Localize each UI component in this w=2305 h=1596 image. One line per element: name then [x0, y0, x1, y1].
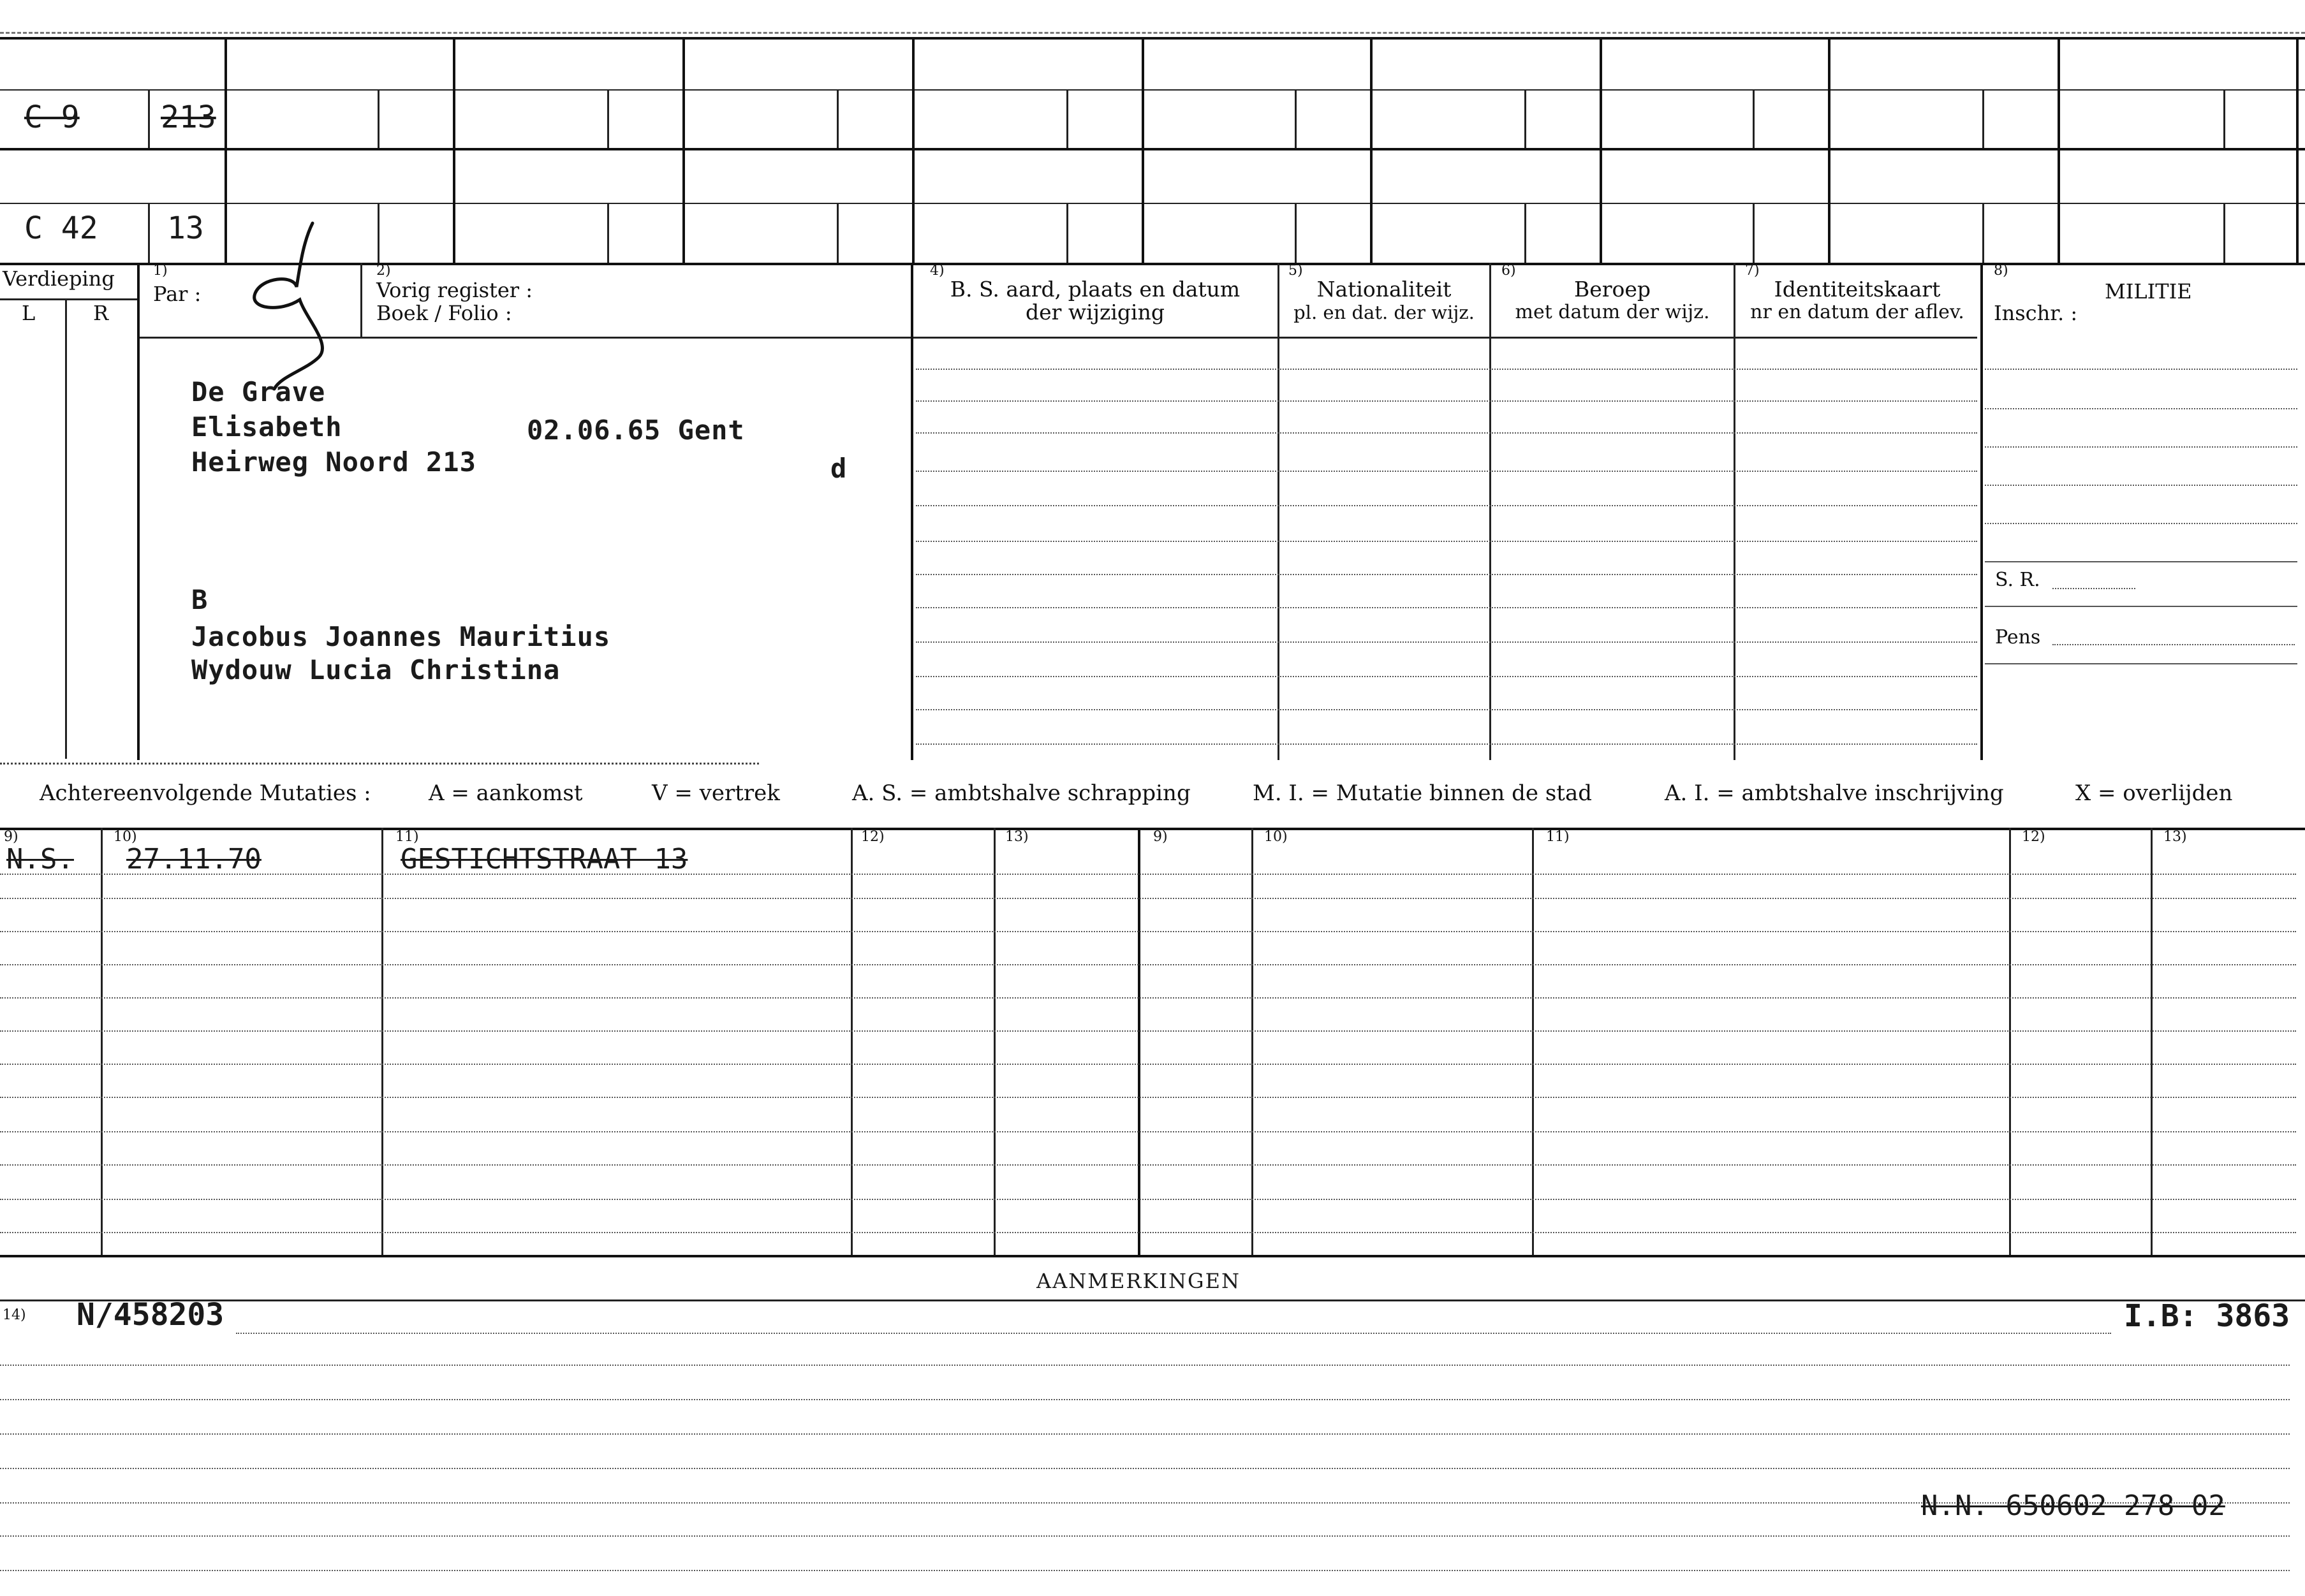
civil-status-header-line2: der wijziging — [1026, 300, 1165, 325]
book-folio-label: Boek / Folio : — [376, 301, 512, 325]
military-enrolment-label: Inschr. : — [1994, 301, 2078, 325]
legend-departure: V = vertrek — [652, 780, 780, 806]
ib-number: I.B: 3863 — [2124, 1298, 2290, 1334]
col8-number: 8) — [1994, 263, 2008, 279]
mut-col12-right: 12) — [2022, 829, 2045, 845]
person-address: Heirweg Noord 213 — [191, 446, 476, 478]
col7-number: 7) — [1745, 263, 1760, 279]
mutation-address: GESTICHTSTRAAT 13 — [401, 843, 688, 875]
col1-number: 1) — [153, 263, 168, 279]
remarks-number: 14) — [3, 1307, 26, 1323]
mutation-code: N.S. — [6, 843, 74, 875]
legend-internal-move: M. I. = Mutatie binnen de stad — [1253, 780, 1592, 806]
military-sr-label: S. R. — [1995, 569, 2040, 591]
mutation-date: 27.11.70 — [126, 843, 261, 875]
military-pension-label: Pens — [1995, 626, 2041, 648]
civil-status-header-line1: B. S. aard, plaats en datum — [950, 277, 1241, 302]
mut-col13-left: 13) — [1005, 829, 1029, 845]
legend-death: X = overlijden — [2075, 780, 2233, 806]
old-section-code: C 9 — [24, 99, 80, 135]
nationality-header — [1279, 278, 1489, 324]
person-surname: De Grave — [191, 376, 326, 407]
national-register-number: N/458203 — [77, 1297, 225, 1333]
mutations-title: Achtereenvolgende Mutaties : — [40, 780, 371, 806]
par-label: Par : — [153, 282, 202, 306]
mut-col11-right: 11) — [1546, 829, 1570, 845]
floor-left-header: L — [22, 301, 36, 325]
floor-right-header: R — [93, 301, 109, 325]
identity-card-header — [1735, 278, 1980, 324]
old-section-number: 213 — [161, 99, 216, 135]
person-birth: 02.06.65 Gent — [527, 414, 745, 446]
col5-number: 5) — [1288, 263, 1303, 279]
col6-number: 6) — [1501, 263, 1516, 279]
identity-card-header-line1: Identiteitskaart — [1774, 277, 1941, 302]
mut-col10-left: 10) — [114, 829, 137, 845]
nationality-header-line2: pl. en dat. der wijz. — [1293, 302, 1475, 323]
civil-status-header — [913, 278, 1277, 324]
legend-removal: A. S. = ambtshalve schrapping — [852, 780, 1191, 806]
mutations-legend — [0, 780, 2305, 809]
mut-col9-right: 9) — [1153, 829, 1168, 845]
mut-col9-left: 9) — [4, 829, 18, 845]
col4-number: 4) — [930, 263, 945, 279]
mother-name: Wydouw Lucia Christina — [191, 654, 561, 685]
section-code: C 42 — [24, 210, 98, 246]
mut-col12-left: 12) — [861, 829, 885, 845]
legend-arrival: A = aankomst — [429, 780, 583, 806]
person-mark: d — [830, 453, 848, 484]
mut-col10-right: 10) — [1264, 829, 1288, 845]
mut-col13-right: 13) — [2163, 829, 2187, 845]
handwritten-par-mark — [242, 217, 351, 395]
identity-card-header-line2: nr en datum der aflev. — [1750, 301, 1964, 323]
person-status: B — [191, 584, 209, 615]
nationality-header-line1: Nationaliteit — [1316, 277, 1452, 302]
remarks-title: AANMERKINGEN — [1036, 1269, 1241, 1293]
military-header: MILITIE — [2105, 279, 2192, 304]
col2-number: 2) — [376, 263, 391, 279]
section-number: 13 — [167, 210, 204, 246]
mut-col11-left: 11) — [395, 829, 419, 845]
profession-header-line1: Beroep — [1573, 277, 1651, 302]
floor-header: Verdieping — [3, 267, 115, 291]
profession-header-line2: met datum der wijz. — [1515, 301, 1710, 323]
legend-registration: A. I. = ambtshalve inschrijving — [1665, 780, 2004, 806]
person-first-name: Elisabeth — [191, 411, 342, 443]
profession-header — [1491, 278, 1734, 324]
previous-register-label: Vorig register : — [376, 278, 533, 302]
national-number: N.N. 650602 278 02 — [1921, 1490, 2225, 1522]
father-name: Jacobus Joannes Mauritius — [191, 621, 611, 652]
